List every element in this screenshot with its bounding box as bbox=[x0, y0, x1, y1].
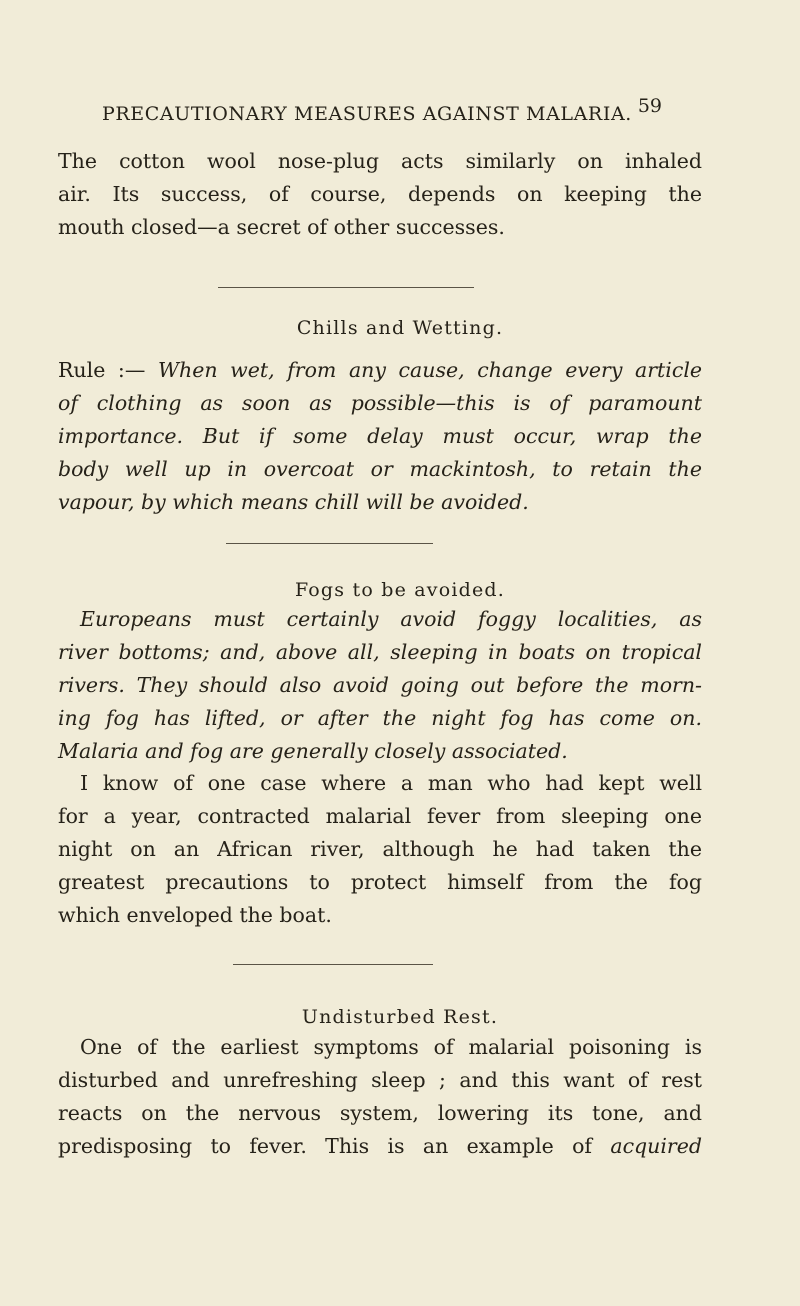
text-line: air. Its success, of course, depends on keeping the bbox=[58, 182, 702, 206]
fogs-paragraph bbox=[58, 767, 702, 932]
text-line: for a year, contracted malarial fever from sleeping one bbox=[58, 804, 702, 828]
text-line: body well up in overcoat or mackintosh, to retain the bbox=[58, 457, 702, 481]
text-line: mouth closed—a secret of other successes. bbox=[58, 215, 505, 239]
rule-paragraph bbox=[58, 354, 702, 519]
text-line: predisposing to fever. This is an example of acquired bbox=[58, 1134, 702, 1158]
fogs-italic-paragraph bbox=[58, 603, 702, 768]
text-line bbox=[58, 354, 702, 387]
text-line: disturbed and unrefreshing sleep ; and this want of rest bbox=[58, 1068, 702, 1092]
text-line: Europeans must certainly avoid foggy localities, as bbox=[80, 607, 702, 631]
text-line: which enveloped the boat. bbox=[58, 903, 332, 927]
text-line: I know of one case where a man who had kept well bbox=[80, 771, 702, 795]
section-divider bbox=[226, 543, 433, 544]
text-line: river bottoms; and, above all, sleeping in boats on tropical bbox=[58, 640, 702, 664]
text-line: vapour, by which means chill will be avoided. bbox=[58, 490, 529, 514]
text-line: reacts on the nervous system, lowering its tone, and bbox=[58, 1101, 702, 1125]
section-divider bbox=[218, 287, 474, 288]
text-line: of clothing as soon as possible—this is of paramount bbox=[58, 391, 702, 415]
text-line: One of the earliest symptoms of malarial poisoning is bbox=[80, 1035, 702, 1059]
page-header bbox=[102, 95, 662, 133]
rule-label: Rule :— bbox=[58, 358, 146, 382]
text-line: importance. But if some delay must occur, wrap the bbox=[58, 424, 702, 448]
text-line: ing fog has lifted, or after the night fog has come on. bbox=[58, 706, 702, 730]
heading-fogs-avoided: Fogs to be avoided. bbox=[294, 579, 506, 601]
rest-paragraph bbox=[58, 1031, 702, 1163]
heading-undisturbed-rest: Undisturbed Rest. bbox=[301, 1006, 499, 1028]
text-line: rivers. They should also avoid going out before the morn- bbox=[58, 673, 702, 697]
heading-chills-wetting: Chills and Wetting. bbox=[296, 317, 504, 339]
text-line: Malaria and fog are generally closely associated. bbox=[58, 739, 568, 763]
section-divider bbox=[233, 964, 433, 965]
intro-paragraph bbox=[58, 145, 702, 244]
running-head: PRECAUTIONARY MEASURES AGAINST MALARIA. bbox=[102, 103, 632, 125]
text-line: greatest precautions to protect himself from the fog bbox=[58, 870, 702, 894]
text-line: The cotton wool nose-plug acts similarly on inhaled bbox=[58, 149, 702, 173]
italic-text: When wet, from any cause, change every article bbox=[157, 358, 703, 382]
italic-text: acquired bbox=[610, 1134, 702, 1158]
page-number: 59 bbox=[637, 95, 662, 117]
text-line: night on an African river, although he had taken the bbox=[58, 837, 702, 861]
